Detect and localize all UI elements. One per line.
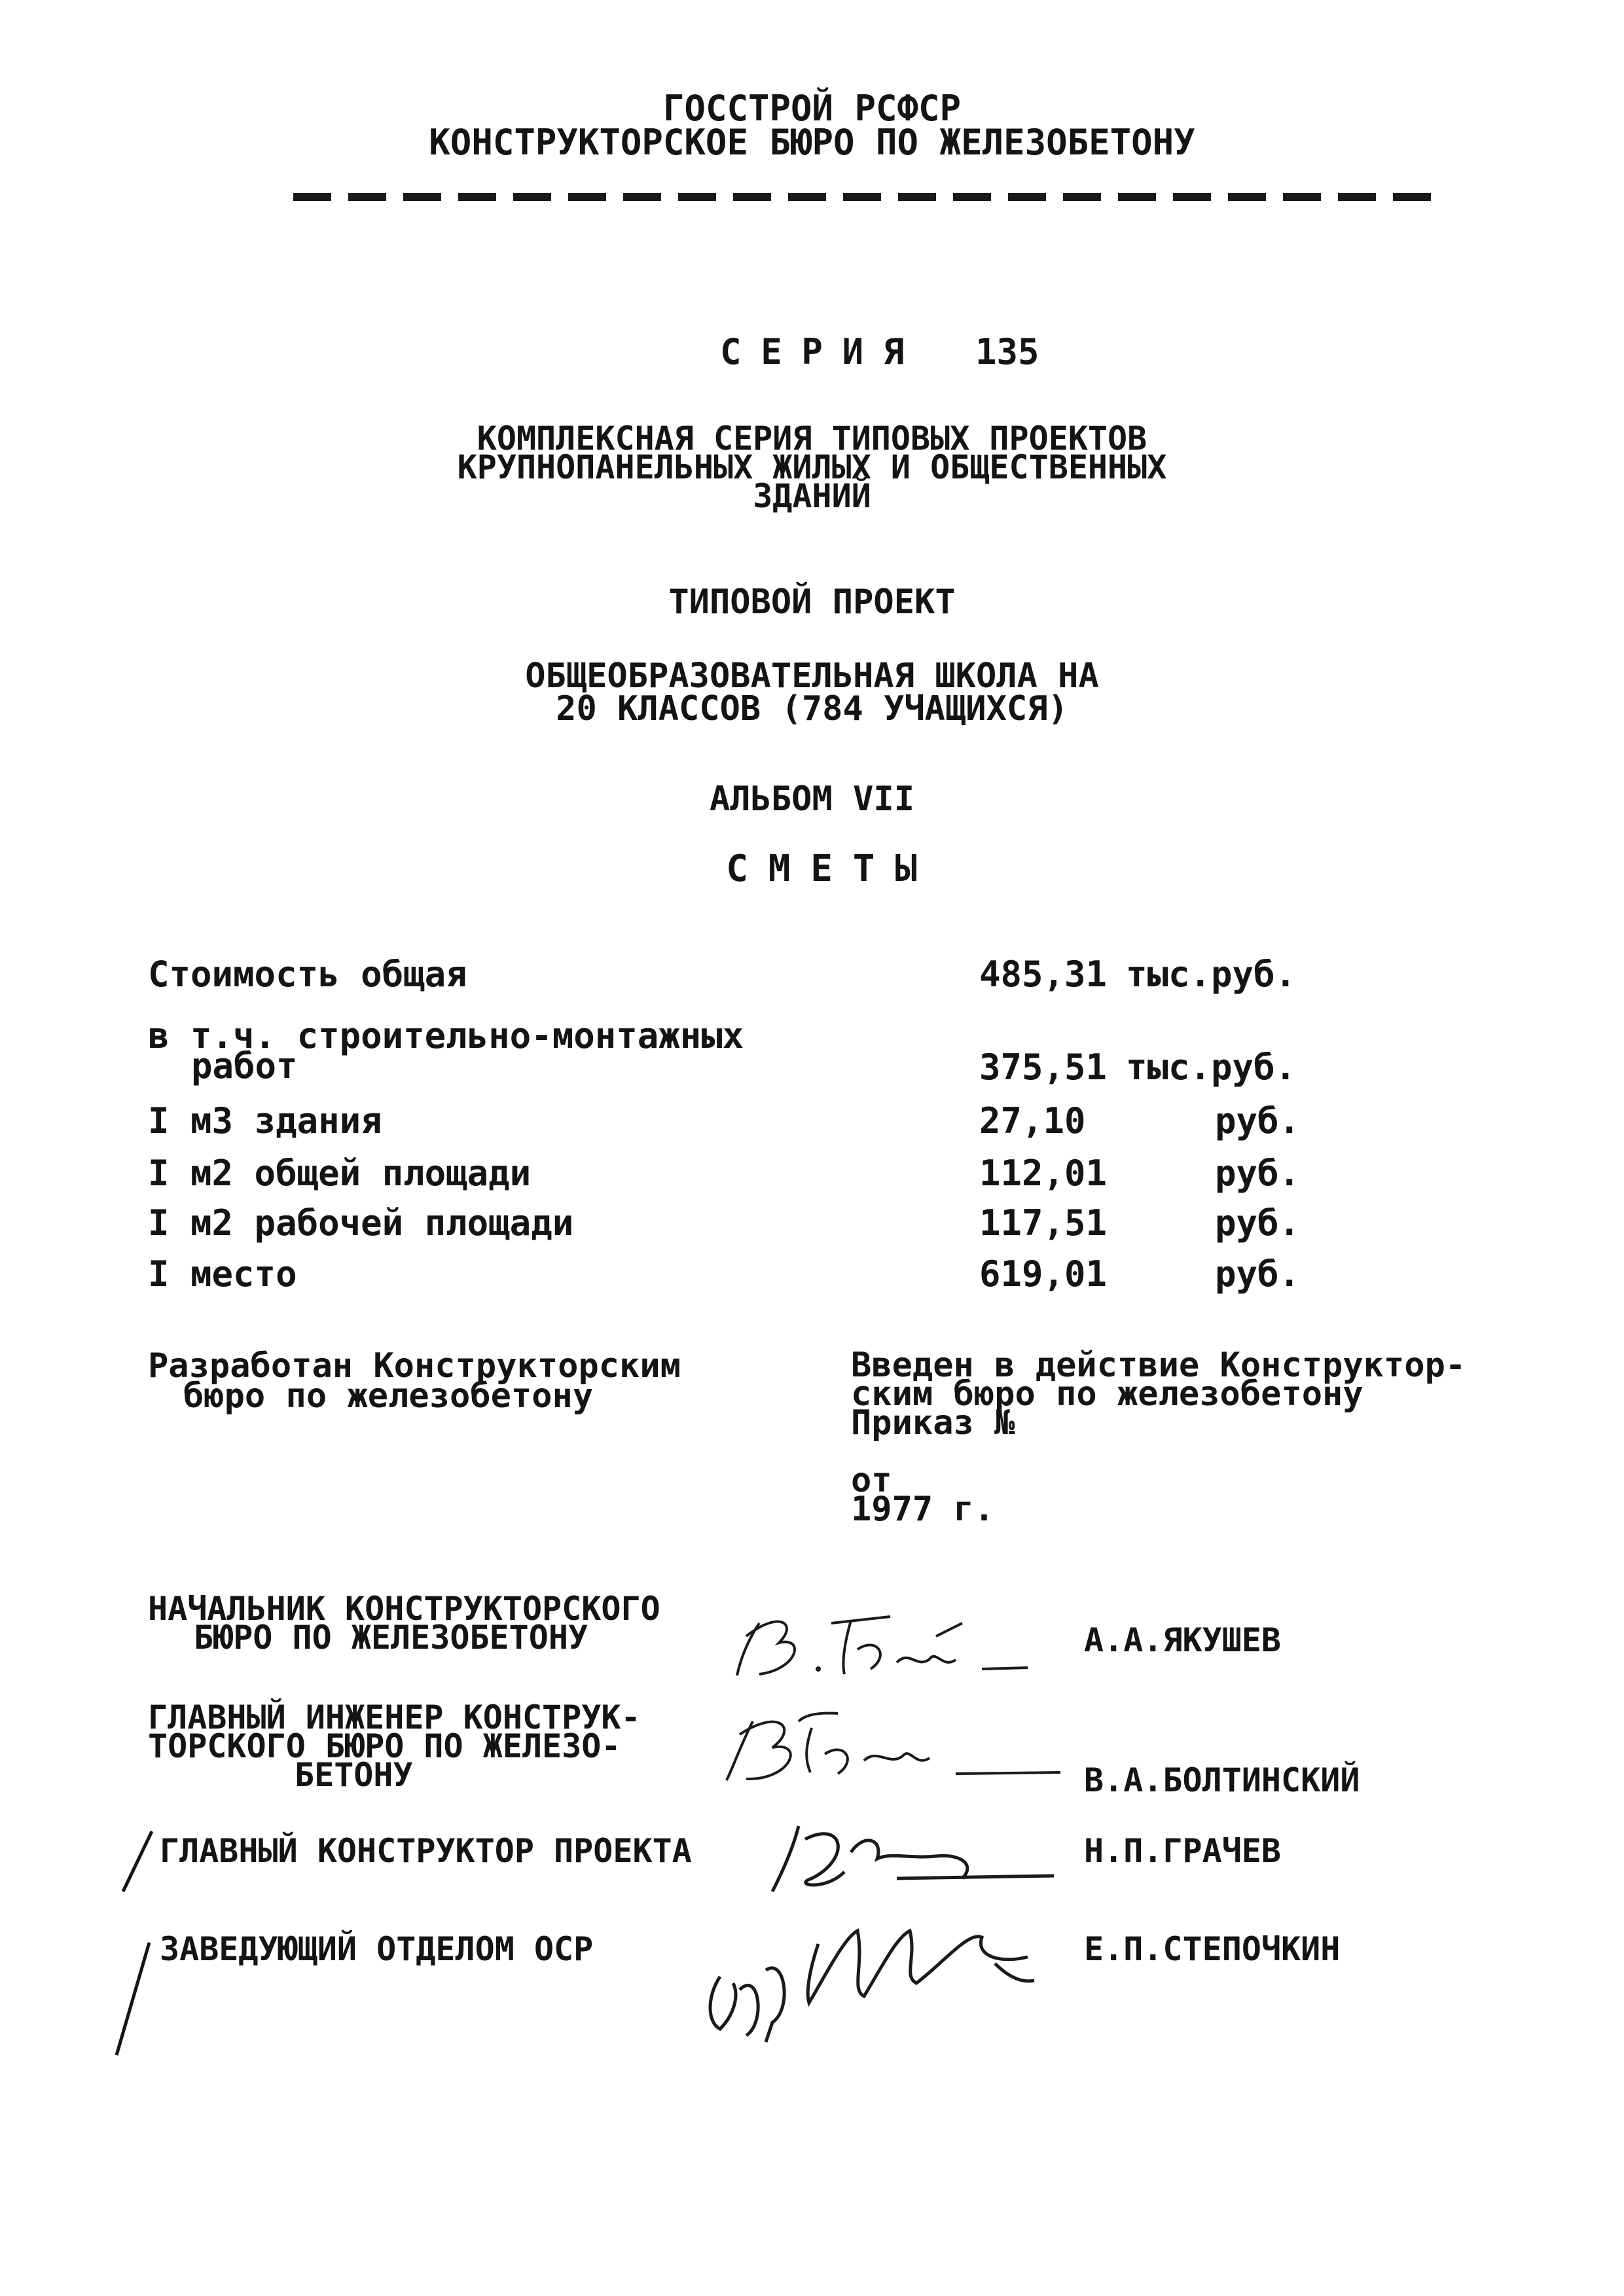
dashed-divider: [293, 193, 1443, 201]
margin-strokes: [111, 1820, 164, 2068]
cost-label: I м2 рабочей площади: [148, 1202, 574, 1244]
cost-label: I м2 общей площади: [148, 1153, 532, 1194]
signature-stepochkin: [694, 1892, 1100, 2049]
cost-value: 619,01: [979, 1253, 1108, 1295]
cost-label: в т.ч. строительно-монтажных работ: [148, 1015, 744, 1086]
series-label: СЕРИЯ: [720, 331, 924, 372]
cost-row-per-seat: [0, 1253, 1624, 1302]
cost-value: 112,01: [979, 1153, 1108, 1194]
cost-label: Стоимость общая: [148, 954, 467, 995]
signatory-title: ГЛАВНЫЙ ИНЖЕНЕР КОНСТРУК- ТОРСКОГО БЮРО ПО ЖЕЛЕЗО- БЕТОНУ: [148, 1698, 641, 1794]
cost-label: I м3 здания: [148, 1100, 382, 1141]
cost-unit: тыс.руб.: [1126, 954, 1297, 995]
cost-row-per-m2-total: [0, 1153, 1624, 1202]
signature-yakushev: [720, 1597, 1060, 1689]
enacted-by: Введен в действие Конструктор- ским бюро по железобетону Приказ № от 1977 г.: [851, 1346, 1466, 1529]
cost-row-construction: [0, 1015, 1624, 1100]
signatory-name: Е.П.СТЕПОЧКИН: [1084, 1930, 1341, 1968]
signatory-name: А.А.ЯКУШЕВ: [1084, 1621, 1282, 1659]
signatory-name: Н.П.ГРАЧЕВ: [1084, 1832, 1282, 1870]
cost-unit: руб.: [1215, 1153, 1301, 1194]
signature-grachev: [766, 1813, 1067, 1898]
cost-value: 117,51: [979, 1202, 1108, 1244]
cost-unit: руб.: [1215, 1100, 1301, 1141]
album-number: АЛЬБОМ VII: [709, 780, 915, 819]
cost-unit: руб.: [1215, 1202, 1301, 1244]
signature-boltinsky: [707, 1695, 1074, 1793]
project-type: ТИПОВОЙ ПРОЕКТ: [668, 583, 956, 622]
cost-row-total: [0, 954, 1624, 1003]
complex-series-title: КОМПЛЕКСНАЯ СЕРИЯ ТИПОВЫХ ПРОЕКТОВ КРУПНОПАНЕЛЬНЫХ ЖИЛЫХ И ОБЩЕСТВЕННЫХ ЗДАНИЙ: [457, 420, 1167, 515]
series-number: 135: [975, 331, 1039, 372]
cost-unit: руб.: [1215, 1253, 1301, 1295]
org-title: ГОССТРОЙ РСФСР: [662, 88, 962, 129]
signatory-name: В.А.БОЛТИНСКИЙ: [1084, 1761, 1360, 1799]
cost-unit: тыс.руб.: [1126, 1047, 1297, 1088]
cost-row-per-m2-work: [0, 1202, 1624, 1251]
cost-value: 375,51: [979, 1047, 1108, 1088]
cost-row-per-m3: [0, 1100, 1624, 1149]
cost-label: I место: [148, 1253, 297, 1295]
section-title: СМЕТЫ: [726, 848, 937, 890]
signatory-title: НАЧАЛЬНИК КОНСТРУКТОРСКОГО БЮРО ПО ЖЕЛЕЗОБЕТОНУ: [148, 1590, 660, 1657]
cost-value: 27,10: [979, 1100, 1086, 1141]
signatory-title: ГЛАВНЫЙ КОНСТРУКТОР ПРОЕКТА: [160, 1832, 692, 1870]
cost-value: 485,31: [979, 954, 1108, 995]
signatory-title: ЗАВЕДУЮЩИЙ ОТДЕЛОМ ОСР: [160, 1930, 594, 1968]
project-name: ОБЩЕОБРАЗОВАТЕЛЬНАЯ ШКОЛА НА 20 КЛАССОВ (784 УЧАЩИХСЯ): [525, 656, 1099, 728]
developed-by: Разработан Конструкторским бюро по железобетону: [148, 1346, 681, 1416]
org-subtitle: КОНСТРУКТОРСКОЕ БЮРО ПО ЖЕЛЕЗОБЕТОНУ: [429, 122, 1195, 163]
